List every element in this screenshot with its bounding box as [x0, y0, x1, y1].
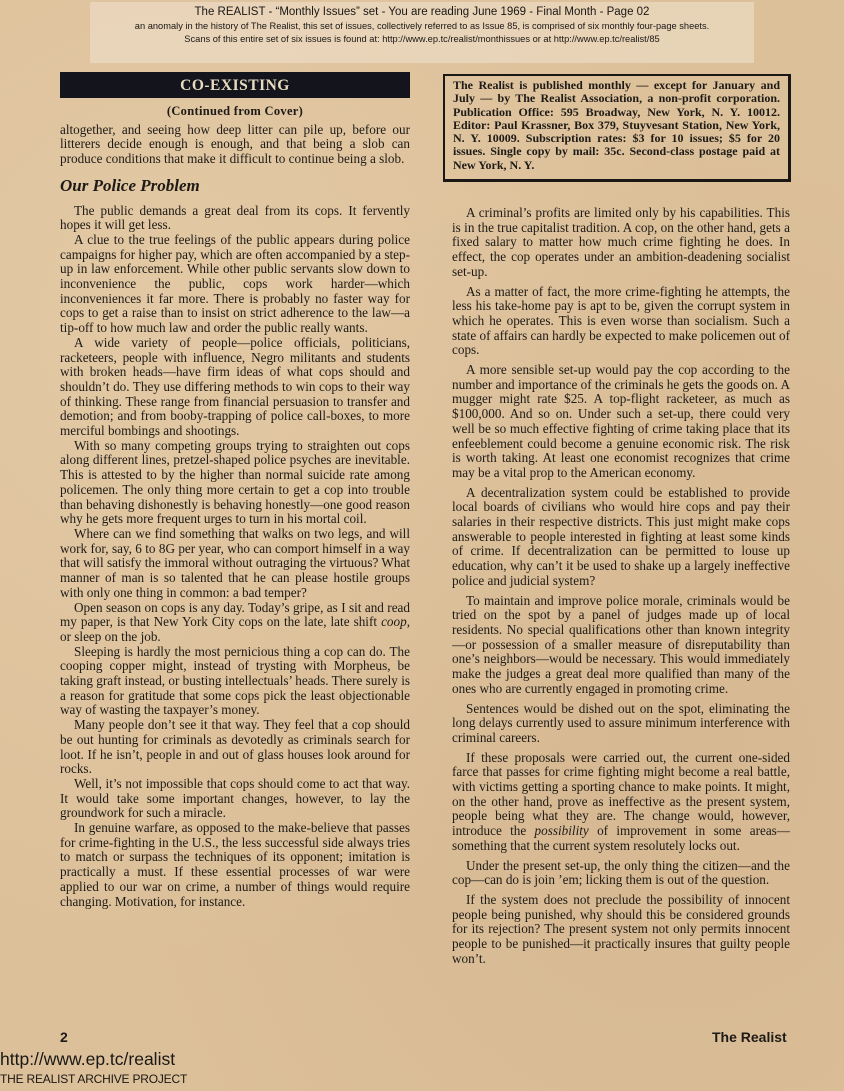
masthead-box: The Realist is published monthly — except for January and July — by The Realist Association, a non-profit corporation. Publication Office: 595 Broadway, New York, N. Y. 10012. Editor: Paul Krassner, Box 379, Stuyvesant Station, New York, N. Y. 10009. Subscription rates: $3 for 10 issues; $5 for 20 issues. Single copy by mail: 35c. Second-class postage paid at New York, N. Y.: [443, 74, 791, 182]
banner-description: an anomaly in the history of The Realist, this set of issues, collectively referred to as Issue 85, is comprised of six monthly four-page sheets.: [134, 21, 710, 31]
paragraph: A decentralization system could be established to provide local boards of civilians who would hire cops and pay their salaries in their respective districts. This just might make cops answerable to people interested in fighting at least some kinds of crime. If decentralization can be permitted to louse up education, why can’t it be used to shake up a largely ineffective police and judicial system?: [452, 484, 790, 588]
paragraph: Many people don’t see it that way. They feel that a cop should be out hunting for criminals as devotedly as criminals search for loot. If he isn’t, people in and out of glass houses look around for rocks.: [60, 717, 410, 777]
paragraph: As a matter of fact, the more crime-fighting he attempts, the less his take-home pay is apt to be, given the corrupt system in which he operates. This is even worse than socialism. Such a state of affairs can hardly be expected to make policemen out of cops.: [452, 283, 790, 358]
paragraph-coop: Open season on cops is any day. Today’s gripe, as I sit and read my paper, is that New York City cops on the late, late shift coop, or sleep on the job.: [60, 599, 410, 644]
paragraph: Sentences would be dished out on the spot, eliminating the long delays currently used to assure minimum interference with criminal careers.: [452, 700, 790, 745]
paragraph: Sleeping is hardly the most pernicious thing a cop can do. The cooping copper might, instead of trysting with Morpheus, be taking graft instead, or busting intellectuals’ heads. There surely is a reason for gratitude that some cops pick the least objectionable way of wasting the taxpayer’s money.: [60, 643, 410, 718]
paragraph: Well, it’s not impossible that cops should come to act that way. It would take some important changes, however, to lay the groundwork for such a miracle.: [60, 775, 410, 821]
paragraph: Where can we find something that walks on two legs, and will work for, say, 6 to 8G per year, who can comport himself in a way that will satisfy the immoral without outraging the virtuous? What manner of man is so talented that he can please hostile groups with only one thing in common: a bad temper?: [60, 525, 410, 600]
paragraph: To maintain and improve police morale, criminals would be tried on the spot by a panel of judges made up of local residents. No special qualifications other than known integrity—or possession of a smaller measure of disreputability than one’s neighbors—would be necessary. This would immediately make the judges a great deal more qualified than many of the ones who are currently engaged in promoting crime.: [452, 592, 790, 696]
paragraph: A wide variety of people—police officials, politicians, racketeers, people with influence, Negro militants and students with broken heads—have firm ideas of what cops should and shouldn’t do. They use differing methods to win cops to their way of thinking. These range from financial persuasion to transfer and demotion; and from booby-trapping of police call-boxes, to more merciful bombings and shootings.: [60, 334, 410, 439]
page-number: 2: [60, 1029, 68, 1045]
paragraph: A criminal’s profits are limited only by his capabilities. This is in the true capitalist tradition. A cop, on the other hand, gets a fixed salary to matter how much crime fighting he does. In effect, the cop operates under an ambition-deadening socialist set-up.: [452, 205, 790, 279]
article-subhead: Our Police Problem: [60, 175, 200, 195]
paragraph: A clue to the true feelings of the public appears during police campaigns for higher pay, which are often accompanied by a step-up in law enforcement. While other public servants slow down to inconvenience the public, cops work harder—which inconveniences it far more. There is probably no faster way for cops to get a raise than to insist on strict adherence to the law—a tip-off to how much law and order the public really wants.: [60, 231, 410, 336]
paragraph: With so many competing groups trying to straighten out cops along different lines, pretzel-shaped police psyches are inevitable. This is attested to by the higher than normal suicide rate among policemen. The only thing more certain to get a cop into trouble than behaving dishonestly is behaving honestly—one good reason why he gets more frequent urges to turn in his mortal coil.: [60, 437, 410, 527]
emphasis: coop: [381, 614, 407, 630]
paragraph: Under the present set-up, the only thing the citizen—and the cop—can do is join ’em; licking them is out of the question.: [452, 857, 790, 888]
paragraph: In genuine warfare, as opposed to the make-believe that passes for crime-fighting in the U.S., the less successful side always tries to match or surpass the techniques of its opponent; imitation is practically a must. If these essential processes of war were applied to our war on crime, a number of things would require changing. Motivation, for instance.: [60, 820, 410, 909]
intro-paragraph: altogether, and seeing how deep litter can pile up, before our litterers decide enough is enough, and that being a slob can produce conditions that make it difficult to continue being a slob.: [60, 121, 410, 167]
publication-name: The Realist: [712, 1029, 787, 1045]
banner-links: Scans of this entire set of six issues is found at: http://www.ep.tc/realist/monthissues or at http://www.ep.tc/realist/85: [184, 34, 660, 44]
section-title: CO-EXISTING: [60, 72, 410, 98]
paragraph-possibility: If these proposals were carried out, the current one-sided farce that passes for crime fighting might become a real battle, with victims getting a sporting chance to make points. It might, on the other hand, prove as ineffective as the present system, people being what they are. The change would, however, introduce the possibility of improvement in some areas—something that the current system resolutely locks out.: [452, 749, 790, 853]
paragraph: The public demands a great deal from its cops. It fervently hopes it will get less.: [60, 202, 410, 233]
paragraph: If the system does not preclude the possibility of innocent people being punished, why should this be considered grounds for its rejection? The present system not only permits innocent people to be punished—it practically insures that guilty people won’t.: [452, 891, 790, 966]
banner-title: The REALIST - “Monthly Issues” set - You are reading June 1969 - Final Month - Page 02: [194, 6, 650, 18]
archive-project-name: THE REALIST ARCHIVE PROJECT: [0, 1072, 188, 1086]
continued-note: (Continued from Cover): [166, 104, 304, 118]
right-column: [452, 206, 790, 966]
archive-url-link[interactable]: http://www.ep.tc/realist: [0, 1049, 176, 1069]
archive-banner: [90, 2, 754, 63]
emphasis: possibility: [534, 823, 589, 839]
left-column: [60, 72, 410, 909]
paragraph: A more sensible set-up would pay the cop according to the number and importance of the criminals he gets the goods on. A mugger might rate $25. A top-flight racketeer, as much as $100,000. And so on. Under such a set-up, there could very well be so much effective fighting of crime taking place that its enfeeblement could become a genuine economic risk. The risk is worth taking. At least one economist recognizes that crime may be a vital prop to the American economy.: [452, 362, 790, 480]
